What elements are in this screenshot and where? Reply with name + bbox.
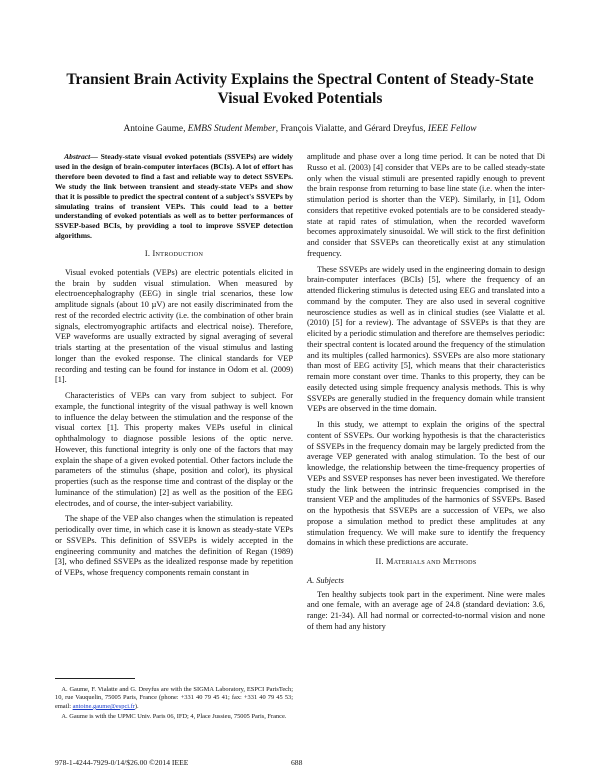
intro-paragraph-3: The shape of the VEP also changes when the stimulation is repeated periodically over time, in which case it is known as steady-state VEPs or SSVEPs. This definition of SSVEPs is widely accepted in the engineering community and matches the definition of Regan (1989) [3], who defined SSVEPs as the idealized response made by repetition of VEPs, whose frequency components remain constant in [55,514,293,578]
footnote-affiliation-end: ). [134,702,139,710]
section-title-rest: ATERIALS AND [393,559,441,566]
isbn-copyright: 978-1-4244-7929-0/14/$26.00 ©2014 IEEE [55,758,189,767]
section-initial: I [152,249,156,259]
author-line [40,123,560,135]
subjects-paragraph: Ten healthy subjects took part in the experiment. Nine were males and one female, with an average age of 24.8 (standard deviation: 3.6, range: 21-34). All had normal or corrected-to-normal vision and none of them had any history [307,589,545,631]
footnotes [55,686,293,724]
page-number: 688 [291,758,303,767]
subsection-heading-subjects [307,576,545,587]
footnote-affiliation-text: A. Gaume, F. Vialatte and G. Dreyfus are with the SIGMA Laboratory, ESPCI ParisTech; 10, rue Vauquelin, 75005 Paris, France (phone: +331 40 79 45 41; fax: +331 40 79 45 53; email: [55,686,293,710]
section-title-rest: NTRODUCTION [155,251,204,259]
subsection-letter: A. [307,575,315,585]
section-numeral: I. [144,249,151,259]
footnote-upmc: A. Gaume is with the UPMC Univ. Paris 06, IFD; 4, Place Jussieu, 75005 Paris, France. [61,713,287,721]
abstract [55,152,293,241]
section-title-rest: ETHODS [450,559,477,566]
abstract-dash: — [90,152,101,161]
footnote-affiliation [55,686,293,711]
intro-paragraph-4: amplitude and phase over a long time period. It can be noted that Di Russo et al. (2003) [4] consider that VEPs are to be called steady-state only when the visual stimuli are presented rapidly enough to prevent the brain response from returning to base line state (i.e. when the inter-stimulation period is shorter than the VEP). Similarly, in [1], Odom considers that repetitive evoked potentials are to be considered steady-state at rapid rates of stimulation, when the recorded waveform becomes approximately sinusoidal. We will stick to the first definition and consider that SSVEPs can theoretically exist at any stimulation frequency. [307,152,545,258]
right-column [307,152,545,633]
author-dreyfus-role: IEEE Fellow [427,124,477,134]
intro-paragraph-1: Visual evoked potentials (VEPs) are electric potentials elicited in the brain by sudden visual stimulation. When measured by electroencephalography (EEG) in single trial scenarios, these low amplitude signals (about 10 µV) are not easily discriminated from the rest of the recorded electric activity (i.e. the combination of other brain signals, electromyographic artifacts and electrical noise). Therefore, VEP waveforms are usually extracted by signal averaging of several trials starting at the presentation of the visual stimulus and lasting longer than the evoked response. The clinical standards for VEP recording and testing can be found for instance in Odom et al. (2009) [1]. [55,267,293,385]
author-gaume: Antoine Gaume, [123,124,186,134]
intro-paragraph-2: Characteristics of VEPs can vary from subject to subject. For example, the functional integrity of the visual pathway is well known to influence the delay between the stimulation and the response of the visual cortex [1]. This property makes VEPs useful in clinical ophthalmology to diagnose possible lesions of the optic nerve. However, this functional integrity is only one of the factors that may explain the shape of a given evoked potential. Other factors include the parameters of the stimulus (shape, position and color), its physical properties (such as the response time and contrast of the display or the luminance of the stimulation) [2] as well as the position of the EEG electrodes, and of course, the inter-subject variability. [55,391,293,508]
intro-paragraph-5: These SSVEPs are widely used in the engineering domain to design brain-computer interfaces (BCIs) [5], where the frequency of an attended flickering stimulus is detected using EEG and translated into a command by the computer. They are also used in several cognitive neuroscience studies as well as in clinical studies (see Vialatte et al. (2010) [5] for a review). The advantage of SSVEPs is that they are elicited by a periodic stimulation and therefore are themselves periodic: their spectral content is located around the frequency of the stimulation and its multiples (called harmonics). SSVEPs are also more stationary than most of EEG activity [5], which means that their characteristics remain more constant over time. Thanks to this property, they can be easily detected using simple frequency analysis methods. This is why SSVEPs are generally studied in the frequency domain while transient VEPs are observed in the time domain. [307,264,545,414]
section-initial: M [385,557,394,566]
footnote-rule [55,678,135,679]
abstract-text: Steady-state visual evoked potentials (SSVEPs) are widely used in the design of brain-computer interfaces (BCIs). A lot of effort has therefore been devoted to find a fast and reliable way to detect SSVEPs. We study the link between transient and steady-state VEPs and show that it is possible to predict the spectral content of a subject's SSVEPs by simulating trains of transient VEPs. This could lead to a better understanding of evoked potentials as well as to better performances of SSVEP-based BCIs, by providing a tool to improve SSVEP detection algorithms. [55,152,293,241]
author-others: , François Vialatte, and Gérard Dreyfus, [275,124,426,134]
subsection-title: Subjects [316,575,344,585]
section-initial: M [442,557,451,566]
left-column [55,152,293,579]
paper-title: Transient Brain Activity Explains the Spectral Content of Steady-State Visual Evoked Potentials [66,71,534,107]
email-link[interactable]: antoine.gaume@espci.fr [72,702,135,710]
author-gaume-role: EMBS Student Member [187,124,276,134]
abstract-label: Abstract [64,152,91,161]
section-heading-introduction [55,249,293,261]
intro-paragraph-6: In this study, we attempt to explain the origins of the spectral content of SSVEPs. Our working hypothesis is that the characteristics of SSVEPs in the frequency domain may be largely predicted from the average VEP generated with analog stimulation. To the best of our knowledge, the relationship between the time-frequency properties of VEPs and SSVEP responses has never been investigated. We therefore study the link between the intrinsic frequencies comprised in the transient VEP and the amplitudes of the harmonics of SSVEPs. Based on the hypothesis that SSVEPs are a succession of VEPs, we also propose a simulation method to predict these amplitudes at any stimulation frequency. We will make sure to identify the frequency domains in which these predictions are accurate. [307,420,545,548]
section-numeral: II. [375,557,384,566]
section-heading-methods [307,557,545,569]
